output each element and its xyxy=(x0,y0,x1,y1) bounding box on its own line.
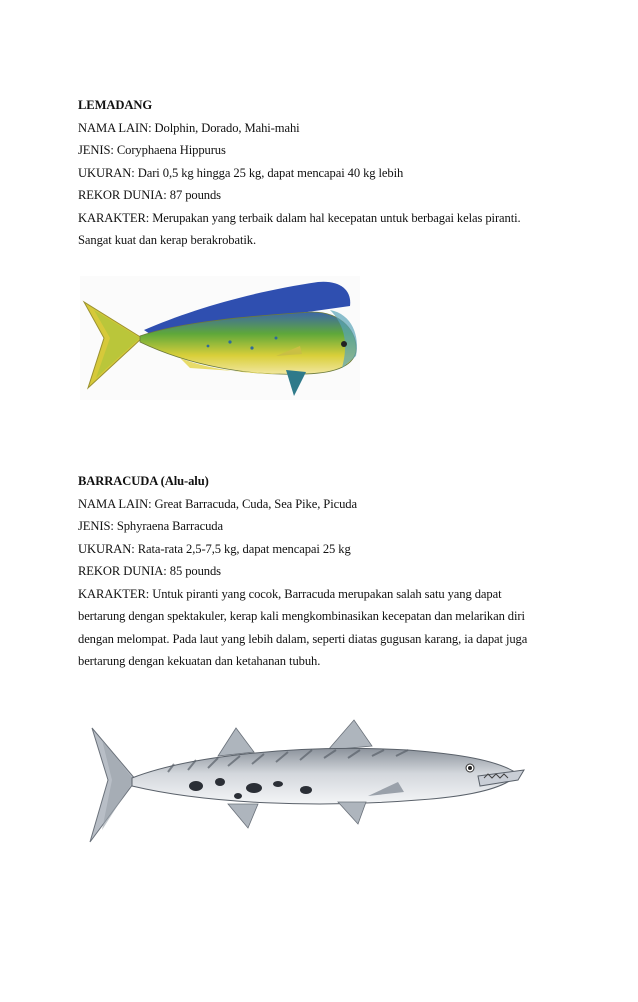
section-barracuda xyxy=(78,470,578,673)
size-line: UKURAN: Dari 0,5 kg hingga 25 kg, dapat mencapai 40 kg lebih xyxy=(78,165,404,180)
character-line: bertarung dengan spektakuler, kerap kali mengkombinasikan kecepatan dan melarikan diri xyxy=(78,609,525,623)
character-line: Sangat kuat dan kerap berakrobatik. xyxy=(78,233,256,247)
character-line: dengan melompat. Pada laut yang lebih dalam, seperti diatas gugusan karang, ia dapat juga xyxy=(78,631,528,646)
section-title: LEMADANG xyxy=(78,98,153,112)
world-record-line: REKOR DUNIA: 87 pounds xyxy=(78,188,221,202)
character-line: KARAKTER: Merupakan yang terbaik dalam hal kecepatan untuk berbagai kelas piranti. xyxy=(78,210,521,225)
character-line: KARAKTER: Untuk piranti yang cocok, Barracuda merupakan salah satu yang dapat xyxy=(78,586,502,601)
barracuda-fish-illustration xyxy=(78,716,528,856)
section-lemadang xyxy=(78,94,578,252)
other-names-line: NAMA LAIN: Dolphin, Dorado, Mahi-mahi xyxy=(78,120,300,135)
size-line: UKURAN: Rata-rata 2,5-7,5 kg, dapat mencapai 25 kg xyxy=(78,541,351,556)
world-record-line: REKOR DUNIA: 85 pounds xyxy=(78,564,221,578)
species-line: JENIS: Sphyraena Barracuda xyxy=(78,519,223,533)
other-names-line: NAMA LAIN: Great Barracuda, Cuda, Sea Pike, Picuda xyxy=(78,496,357,511)
species-line: JENIS: Coryphaena Hippurus xyxy=(78,143,226,157)
section-title: BARRACUDA (Alu-alu) xyxy=(78,474,209,488)
character-line: bertarung dengan kekuatan dan ketahanan tubuh. xyxy=(78,654,321,668)
mahi-mahi-fish-illustration xyxy=(80,276,360,400)
